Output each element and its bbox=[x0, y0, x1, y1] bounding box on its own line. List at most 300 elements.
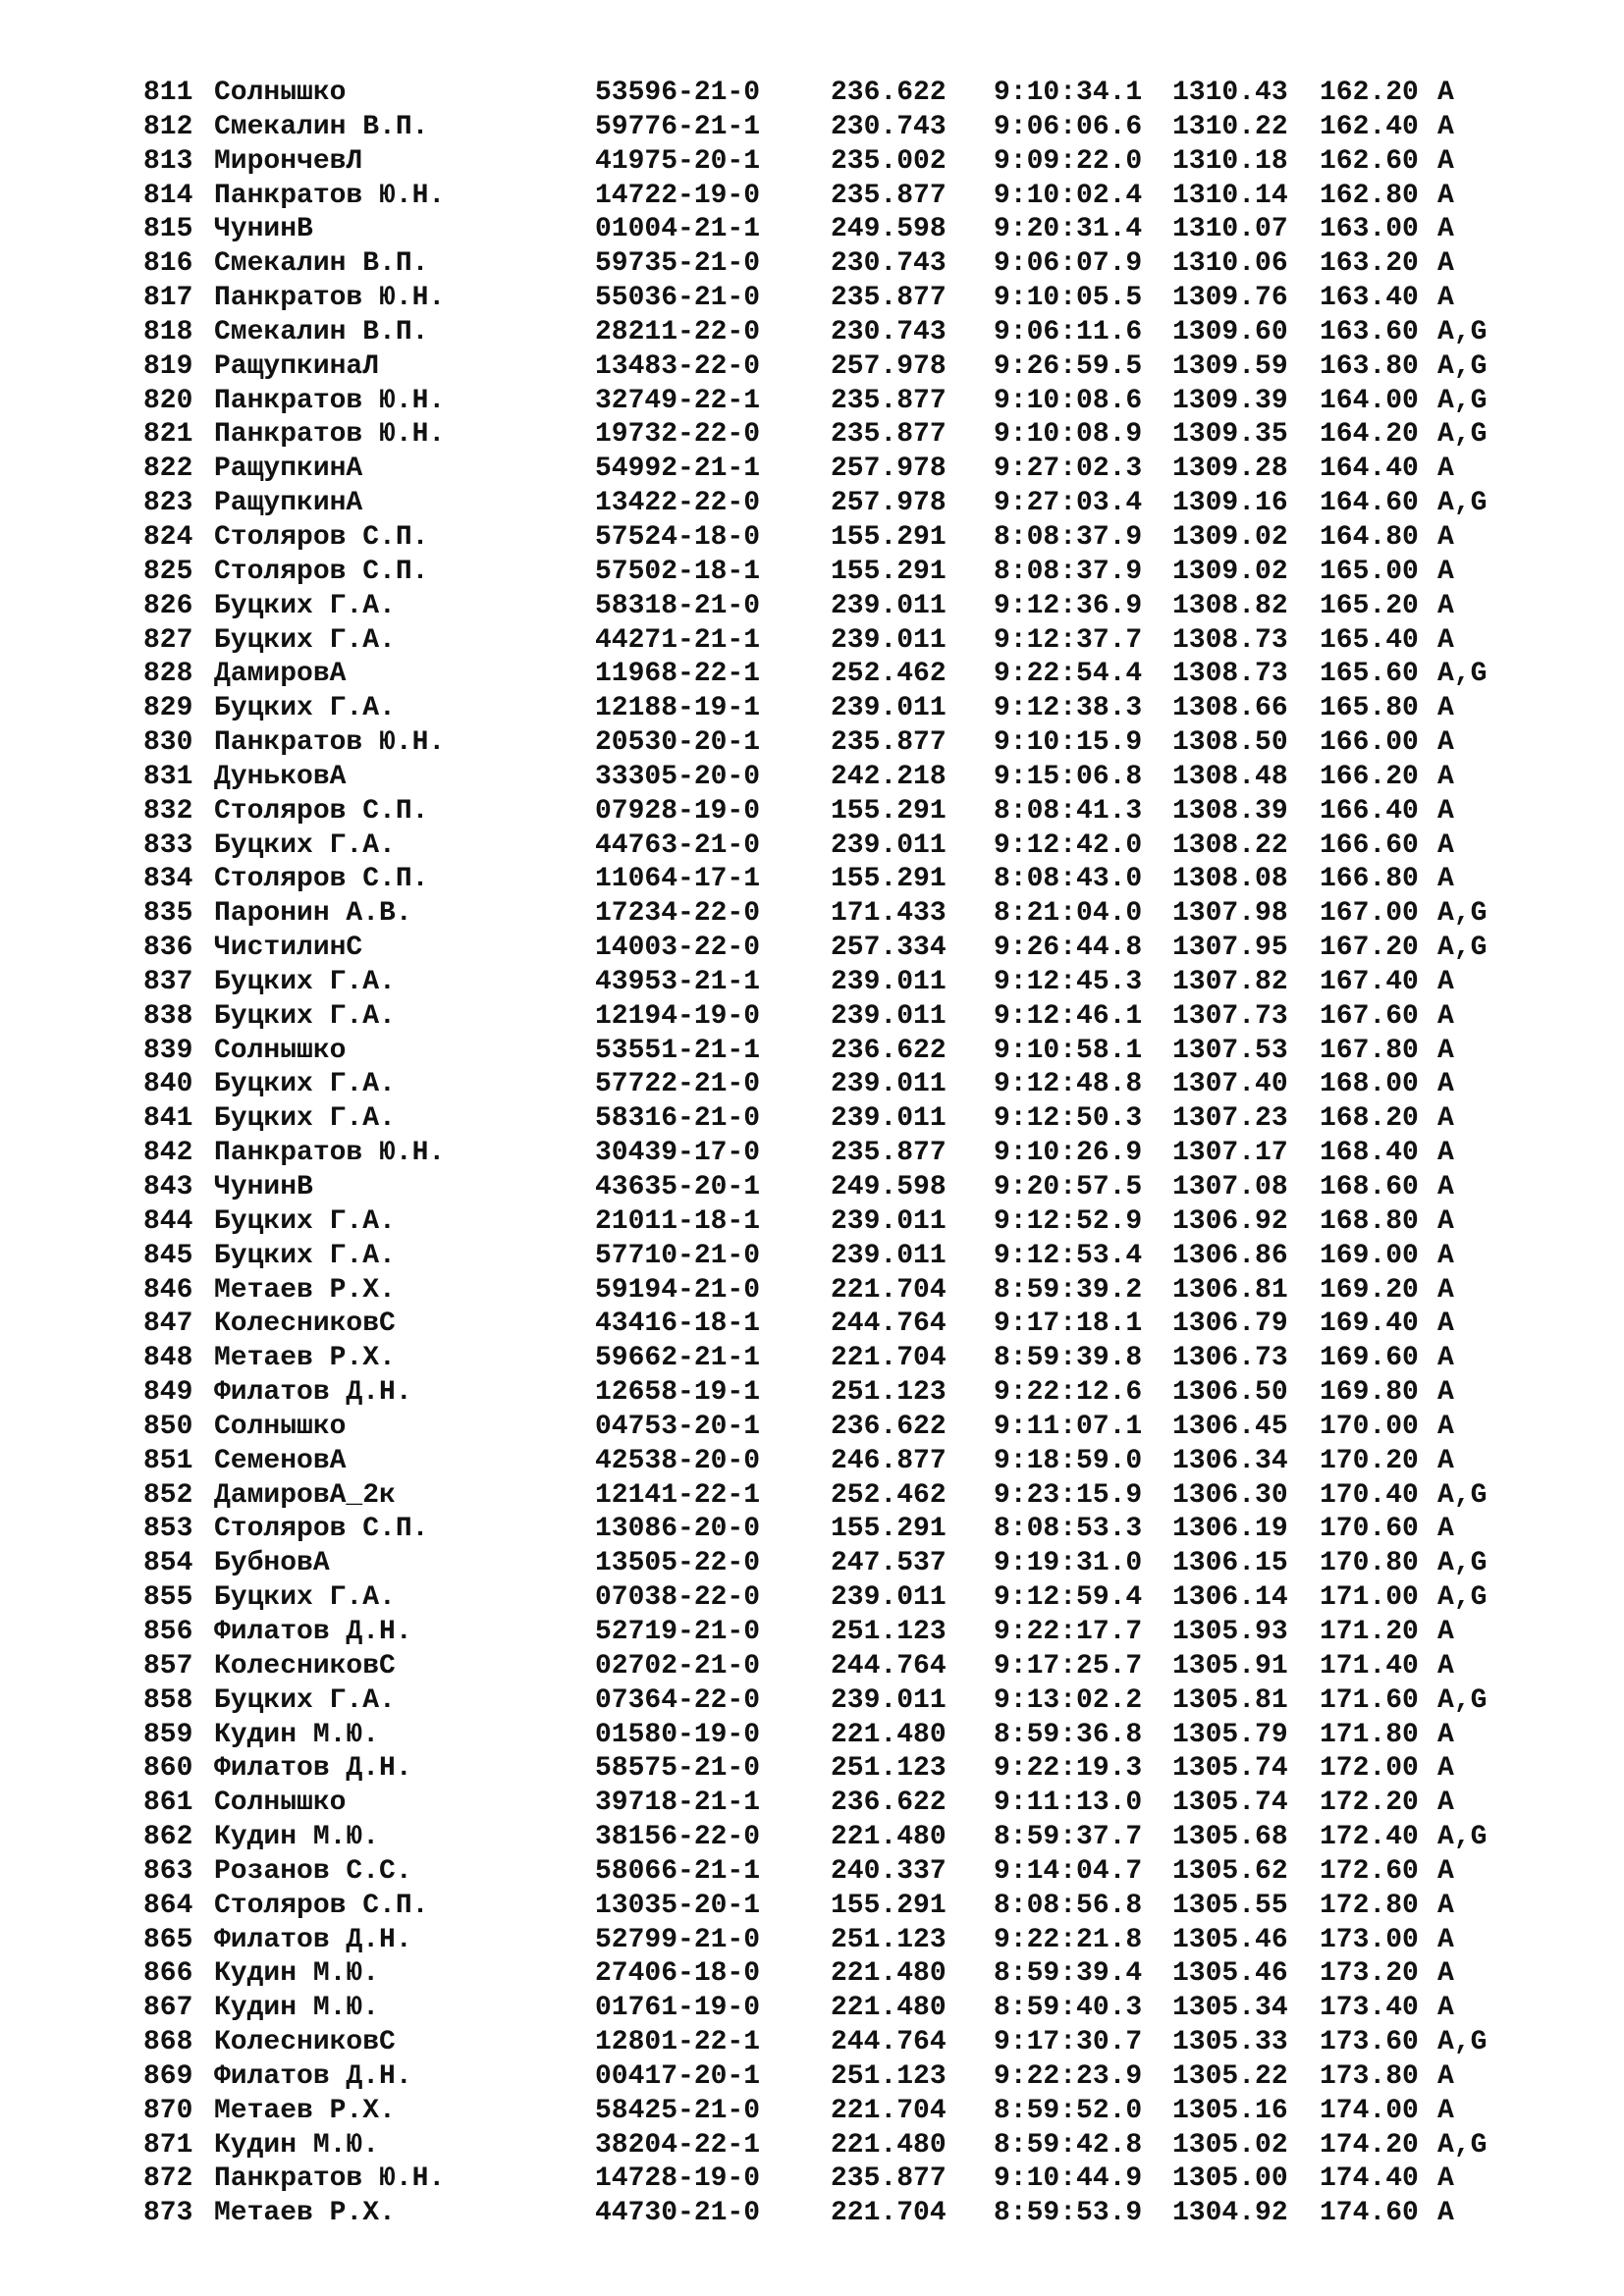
ring-code: 44730-21-0 bbox=[595, 2198, 761, 2229]
category-flag: A,G bbox=[1437, 316, 1488, 347]
ring-code: 57722-21-0 bbox=[595, 1069, 761, 1100]
participant-name: Смекалин В.П. bbox=[214, 248, 429, 280]
ring-code: 43953-21-1 bbox=[595, 966, 761, 997]
speed: 1308.66 bbox=[1172, 693, 1288, 724]
speed: 1305.81 bbox=[1172, 1684, 1288, 1716]
distance: 244.764 bbox=[831, 1308, 947, 1340]
row-number: 823 bbox=[143, 488, 193, 519]
row-number: 861 bbox=[143, 1788, 193, 1819]
distance: 251.123 bbox=[831, 1753, 947, 1785]
score: 173.40 bbox=[1320, 1993, 1419, 2024]
score: 171.40 bbox=[1320, 1650, 1419, 1682]
category-flag: A bbox=[1437, 1308, 1454, 1340]
score: 164.40 bbox=[1320, 454, 1419, 485]
row-number: 867 bbox=[143, 1993, 193, 2024]
speed: 1308.39 bbox=[1172, 795, 1288, 827]
participant-name: КолесниковС bbox=[214, 1650, 396, 1682]
score: 168.80 bbox=[1320, 1205, 1419, 1237]
distance: 252.462 bbox=[831, 659, 947, 690]
arrival-time: 9:22:21.8 bbox=[994, 1924, 1143, 1955]
ring-code: 58316-21-0 bbox=[595, 1103, 761, 1135]
speed: 1310.14 bbox=[1172, 180, 1288, 211]
category-flag: A bbox=[1437, 78, 1454, 108]
row-number: 816 bbox=[143, 248, 193, 280]
participant-name: Панкратов Ю.Н. bbox=[214, 1138, 446, 1169]
distance: 239.011 bbox=[831, 966, 947, 997]
participant-name: Розанов С.С. bbox=[214, 1855, 412, 1887]
distance: 221.704 bbox=[831, 2095, 947, 2126]
speed: 1304.92 bbox=[1172, 2198, 1288, 2229]
row-number: 812 bbox=[143, 111, 193, 142]
participant-name: Кудин М.Ю. bbox=[214, 1822, 380, 1853]
row-number: 860 bbox=[143, 1753, 193, 1785]
arrival-time: 9:27:02.3 bbox=[994, 454, 1143, 485]
row-number: 813 bbox=[143, 145, 193, 177]
score: 172.20 bbox=[1320, 1788, 1419, 1819]
arrival-time: 9:10:08.6 bbox=[994, 385, 1143, 416]
arrival-time: 8:59:39.8 bbox=[994, 1343, 1143, 1374]
ring-code: 12194-19-0 bbox=[595, 1000, 761, 1032]
row-number: 856 bbox=[143, 1616, 193, 1647]
speed: 1308.73 bbox=[1172, 624, 1288, 656]
distance: 239.011 bbox=[831, 624, 947, 656]
arrival-time: 9:10:44.9 bbox=[994, 2163, 1143, 2195]
category-flag: A bbox=[1437, 248, 1454, 280]
arrival-time: 8:59:36.8 bbox=[994, 1719, 1143, 1750]
arrival-time: 9:11:07.1 bbox=[994, 1411, 1143, 1442]
arrival-time: 8:59:39.4 bbox=[994, 1958, 1143, 1990]
distance: 236.622 bbox=[831, 78, 947, 108]
row-number: 866 bbox=[143, 1958, 193, 1990]
arrival-time: 9:22:17.7 bbox=[994, 1616, 1143, 1647]
arrival-time: 9:10:26.9 bbox=[994, 1138, 1143, 1169]
speed: 1307.73 bbox=[1172, 1000, 1288, 1032]
arrival-time: 9:12:52.9 bbox=[994, 1205, 1143, 1237]
participant-name: Буцких Г.А. bbox=[214, 1205, 396, 1237]
distance: 155.291 bbox=[831, 521, 947, 553]
arrival-time: 9:20:31.4 bbox=[994, 214, 1143, 245]
score: 174.60 bbox=[1320, 2198, 1419, 2229]
category-flag: A bbox=[1437, 283, 1454, 314]
row-number: 862 bbox=[143, 1822, 193, 1853]
speed: 1306.15 bbox=[1172, 1548, 1288, 1579]
category-flag: A bbox=[1437, 1753, 1454, 1785]
row-number: 842 bbox=[143, 1138, 193, 1169]
speed: 1306.92 bbox=[1172, 1205, 1288, 1237]
ring-code: 44763-21-0 bbox=[595, 829, 761, 861]
row-number: 817 bbox=[143, 283, 193, 314]
score: 171.80 bbox=[1320, 1719, 1419, 1750]
distance: 230.743 bbox=[831, 111, 947, 142]
ring-code: 01004-21-1 bbox=[595, 214, 761, 245]
speed: 1305.22 bbox=[1172, 2060, 1288, 2092]
score: 173.60 bbox=[1320, 2027, 1419, 2058]
category-flag: A bbox=[1437, 1616, 1454, 1647]
speed: 1305.79 bbox=[1172, 1719, 1288, 1750]
participant-name: Филатов Д.Н. bbox=[214, 1924, 412, 1955]
distance: 239.011 bbox=[831, 1205, 947, 1237]
participant-name: ДамировА_2к bbox=[214, 1479, 396, 1511]
ring-code: 00417-20-1 bbox=[595, 2060, 761, 2092]
row-number: 814 bbox=[143, 180, 193, 211]
category-flag: A bbox=[1437, 2060, 1454, 2092]
arrival-time: 9:06:06.6 bbox=[994, 111, 1143, 142]
participant-name: Панкратов Ю.Н. bbox=[214, 283, 446, 314]
arrival-time: 9:17:18.1 bbox=[994, 1308, 1143, 1340]
distance: 155.291 bbox=[831, 795, 947, 827]
speed: 1310.06 bbox=[1172, 248, 1288, 280]
score: 163.20 bbox=[1320, 248, 1419, 280]
score: 163.60 bbox=[1320, 316, 1419, 347]
category-flag: A bbox=[1437, 624, 1454, 656]
participant-name: Метаев Р.Х. bbox=[214, 2095, 396, 2126]
distance: 236.622 bbox=[831, 1035, 947, 1066]
arrival-time: 9:23:15.9 bbox=[994, 1479, 1143, 1511]
speed: 1308.73 bbox=[1172, 659, 1288, 690]
arrival-time: 9:15:06.8 bbox=[994, 761, 1143, 792]
row-number: 824 bbox=[143, 521, 193, 553]
distance: 239.011 bbox=[831, 1103, 947, 1135]
distance: 249.598 bbox=[831, 1172, 947, 1202]
row-number: 871 bbox=[143, 2129, 193, 2161]
participant-name: Панкратов Ю.Н. bbox=[214, 180, 446, 211]
category-flag: A,G bbox=[1437, 2027, 1488, 2058]
distance: 251.123 bbox=[831, 2060, 947, 2092]
participant-name: ДуньковА bbox=[214, 761, 347, 792]
score: 170.60 bbox=[1320, 1514, 1419, 1545]
score: 173.00 bbox=[1320, 1924, 1419, 1955]
category-flag: A bbox=[1437, 1138, 1454, 1169]
score: 173.80 bbox=[1320, 2060, 1419, 2092]
participant-name: Солнышко bbox=[214, 1411, 347, 1442]
row-number: 849 bbox=[143, 1377, 193, 1409]
row-number: 846 bbox=[143, 1274, 193, 1306]
arrival-time: 8:59:39.2 bbox=[994, 1274, 1143, 1306]
ring-code: 12141-22-1 bbox=[595, 1479, 761, 1511]
speed: 1308.48 bbox=[1172, 761, 1288, 792]
distance: 155.291 bbox=[831, 864, 947, 895]
row-number: 828 bbox=[143, 659, 193, 690]
category-flag: A bbox=[1437, 1069, 1454, 1100]
distance: 239.011 bbox=[831, 829, 947, 861]
arrival-time: 8:59:37.7 bbox=[994, 1822, 1143, 1853]
category-flag: A bbox=[1437, 1890, 1454, 1921]
category-flag: A bbox=[1437, 1411, 1454, 1442]
participant-name: Кудин М.Ю. bbox=[214, 1958, 380, 1990]
speed: 1310.22 bbox=[1172, 111, 1288, 142]
arrival-time: 9:12:53.4 bbox=[994, 1240, 1143, 1271]
score: 170.40 bbox=[1320, 1479, 1419, 1511]
distance: 155.291 bbox=[831, 556, 947, 587]
ring-code: 02702-21-0 bbox=[595, 1650, 761, 1682]
arrival-time: 9:22:12.6 bbox=[994, 1377, 1143, 1409]
row-number: 834 bbox=[143, 864, 193, 895]
row-number: 853 bbox=[143, 1514, 193, 1545]
ring-code: 55036-21-0 bbox=[595, 283, 761, 314]
participant-name: Смекалин В.П. bbox=[214, 111, 429, 142]
arrival-time: 9:20:57.5 bbox=[994, 1172, 1143, 1202]
ring-code: 20530-20-1 bbox=[595, 727, 761, 759]
speed: 1305.74 bbox=[1172, 1753, 1288, 1785]
participant-name: Смекалин В.П. bbox=[214, 316, 429, 347]
row-number: 818 bbox=[143, 316, 193, 347]
score: 172.80 bbox=[1320, 1890, 1419, 1921]
row-number: 835 bbox=[143, 898, 193, 930]
arrival-time: 9:10:58.1 bbox=[994, 1035, 1143, 1066]
category-flag: A bbox=[1437, 2163, 1454, 2195]
distance: 252.462 bbox=[831, 1479, 947, 1511]
row-number: 850 bbox=[143, 1411, 193, 1442]
ring-code: 13086-20-0 bbox=[595, 1514, 761, 1545]
speed: 1309.59 bbox=[1172, 350, 1288, 382]
arrival-time: 8:08:37.9 bbox=[994, 556, 1143, 587]
category-flag: A bbox=[1437, 2095, 1454, 2126]
arrival-time: 8:59:42.8 bbox=[994, 2129, 1143, 2161]
distance: 221.704 bbox=[831, 2198, 947, 2229]
participant-name: Панкратов Ю.Н. bbox=[214, 385, 446, 416]
participant-name: Столяров С.П. bbox=[214, 1890, 429, 1921]
distance: 221.480 bbox=[831, 1993, 947, 2024]
row-number: 822 bbox=[143, 454, 193, 485]
arrival-time: 9:12:46.1 bbox=[994, 1000, 1143, 1032]
distance: 171.433 bbox=[831, 898, 947, 930]
category-flag: A bbox=[1437, 1274, 1454, 1306]
row-number: 833 bbox=[143, 829, 193, 861]
speed: 1305.74 bbox=[1172, 1788, 1288, 1819]
distance: 257.978 bbox=[831, 350, 947, 382]
score: 166.00 bbox=[1320, 727, 1419, 759]
distance: 235.877 bbox=[831, 385, 947, 416]
ring-code: 38156-22-0 bbox=[595, 1822, 761, 1853]
speed: 1305.02 bbox=[1172, 2129, 1288, 2161]
participant-name: Солнышко bbox=[214, 78, 347, 108]
speed: 1305.55 bbox=[1172, 1890, 1288, 1921]
participant-name: Метаев Р.Х. bbox=[214, 1274, 396, 1306]
arrival-time: 8:59:52.0 bbox=[994, 2095, 1143, 2126]
score: 171.00 bbox=[1320, 1582, 1419, 1614]
category-flag: A bbox=[1437, 1719, 1454, 1750]
distance: 239.011 bbox=[831, 1582, 947, 1614]
score: 167.00 bbox=[1320, 898, 1419, 930]
category-flag: A bbox=[1437, 1377, 1454, 1409]
speed: 1309.35 bbox=[1172, 419, 1288, 451]
ring-code: 12658-19-1 bbox=[595, 1377, 761, 1409]
ring-code: 11968-22-1 bbox=[595, 659, 761, 690]
speed: 1307.95 bbox=[1172, 933, 1288, 964]
row-number: 869 bbox=[143, 2060, 193, 2092]
participant-name: Столяров С.П. bbox=[214, 556, 429, 587]
speed: 1309.02 bbox=[1172, 556, 1288, 587]
arrival-time: 9:17:25.7 bbox=[994, 1650, 1143, 1682]
arrival-time: 9:26:59.5 bbox=[994, 350, 1143, 382]
row-number: 815 bbox=[143, 214, 193, 245]
score: 168.40 bbox=[1320, 1138, 1419, 1169]
arrival-time: 9:12:50.3 bbox=[994, 1103, 1143, 1135]
score: 166.80 bbox=[1320, 864, 1419, 895]
row-number: 819 bbox=[143, 350, 193, 382]
row-number: 811 bbox=[143, 78, 193, 108]
ring-code: 21011-18-1 bbox=[595, 1205, 761, 1237]
score: 167.80 bbox=[1320, 1035, 1419, 1066]
ring-code: 57502-18-1 bbox=[595, 556, 761, 587]
row-number: 821 bbox=[143, 419, 193, 451]
distance: 239.011 bbox=[831, 590, 947, 621]
category-flag: A,G bbox=[1437, 488, 1488, 519]
participant-name: СеменовА bbox=[214, 1445, 347, 1476]
row-number: 865 bbox=[143, 1924, 193, 1955]
speed: 1309.28 bbox=[1172, 454, 1288, 485]
participant-name: КолесниковС bbox=[214, 2027, 396, 2058]
ring-code: 59662-21-1 bbox=[595, 1343, 761, 1374]
score: 163.00 bbox=[1320, 214, 1419, 245]
participant-name: РащупкинА bbox=[214, 454, 363, 485]
category-flag: A bbox=[1437, 693, 1454, 724]
distance: 240.337 bbox=[831, 1855, 947, 1887]
distance: 239.011 bbox=[831, 1069, 947, 1100]
category-flag: A,G bbox=[1437, 1548, 1488, 1579]
category-flag: A,G bbox=[1437, 2129, 1488, 2161]
arrival-time: 9:12:36.9 bbox=[994, 590, 1143, 621]
arrival-time: 8:21:04.0 bbox=[994, 898, 1143, 930]
score: 170.80 bbox=[1320, 1548, 1419, 1579]
ring-code: 13422-22-0 bbox=[595, 488, 761, 519]
row-number: 868 bbox=[143, 2027, 193, 2058]
category-flag: A bbox=[1437, 1172, 1454, 1202]
speed: 1305.34 bbox=[1172, 1993, 1288, 2024]
speed: 1310.43 bbox=[1172, 78, 1288, 108]
ring-code: 57524-18-0 bbox=[595, 521, 761, 553]
ring-code: 28211-22-0 bbox=[595, 316, 761, 347]
category-flag: A bbox=[1437, 180, 1454, 211]
ring-code: 52719-21-0 bbox=[595, 1616, 761, 1647]
score: 172.00 bbox=[1320, 1753, 1419, 1785]
ring-code: 14728-19-0 bbox=[595, 2163, 761, 2195]
participant-name: БубновА bbox=[214, 1548, 330, 1579]
row-number: 845 bbox=[143, 1240, 193, 1271]
ring-code: 04753-20-1 bbox=[595, 1411, 761, 1442]
ring-code: 07038-22-0 bbox=[595, 1582, 761, 1614]
row-number: 831 bbox=[143, 761, 193, 792]
ring-code: 52799-21-0 bbox=[595, 1924, 761, 1955]
speed: 1309.76 bbox=[1172, 283, 1288, 314]
score: 167.20 bbox=[1320, 933, 1419, 964]
speed: 1310.07 bbox=[1172, 214, 1288, 245]
speed: 1306.14 bbox=[1172, 1582, 1288, 1614]
participant-name: Буцких Г.А. bbox=[214, 1684, 396, 1716]
speed: 1305.46 bbox=[1172, 1958, 1288, 1990]
score: 174.20 bbox=[1320, 2129, 1419, 2161]
arrival-time: 9:10:15.9 bbox=[994, 727, 1143, 759]
arrival-time: 9:12:59.4 bbox=[994, 1582, 1143, 1614]
arrival-time: 9:22:54.4 bbox=[994, 659, 1143, 690]
score: 164.00 bbox=[1320, 385, 1419, 416]
category-flag: A bbox=[1437, 1000, 1454, 1032]
score: 169.60 bbox=[1320, 1343, 1419, 1374]
category-flag: A,G bbox=[1437, 350, 1488, 382]
speed: 1306.73 bbox=[1172, 1343, 1288, 1374]
category-flag: A bbox=[1437, 829, 1454, 861]
category-flag: A,G bbox=[1437, 933, 1488, 964]
distance: 244.764 bbox=[831, 2027, 947, 2058]
speed: 1307.40 bbox=[1172, 1069, 1288, 1100]
row-number: 848 bbox=[143, 1343, 193, 1374]
score: 162.20 bbox=[1320, 78, 1419, 108]
category-flag: A bbox=[1437, 1445, 1454, 1476]
ring-code: 01761-19-0 bbox=[595, 1993, 761, 2024]
speed: 1308.08 bbox=[1172, 864, 1288, 895]
category-flag: A bbox=[1437, 521, 1454, 553]
distance: 247.537 bbox=[831, 1548, 947, 1579]
distance: 251.123 bbox=[831, 1616, 947, 1647]
ring-code: 53551-21-1 bbox=[595, 1035, 761, 1066]
participant-name: Метаев Р.Х. bbox=[214, 2198, 396, 2229]
ring-code: 41975-20-1 bbox=[595, 145, 761, 177]
arrival-time: 9:22:23.9 bbox=[994, 2060, 1143, 2092]
speed: 1305.91 bbox=[1172, 1650, 1288, 1682]
distance: 236.622 bbox=[831, 1411, 947, 1442]
participant-name: Буцких Г.А. bbox=[214, 1240, 396, 1271]
ring-code: 14003-22-0 bbox=[595, 933, 761, 964]
distance: 257.978 bbox=[831, 454, 947, 485]
row-number: 857 bbox=[143, 1650, 193, 1682]
category-flag: A bbox=[1437, 1958, 1454, 1990]
ring-code: 33305-20-0 bbox=[595, 761, 761, 792]
ring-code: 27406-18-0 bbox=[595, 1958, 761, 1990]
speed: 1309.02 bbox=[1172, 521, 1288, 553]
participant-name: Панкратов Ю.Н. bbox=[214, 419, 446, 451]
score: 169.40 bbox=[1320, 1308, 1419, 1340]
category-flag: A,G bbox=[1437, 1822, 1488, 1853]
distance: 249.598 bbox=[831, 214, 947, 245]
arrival-time: 9:06:07.9 bbox=[994, 248, 1143, 280]
row-number: 826 bbox=[143, 590, 193, 621]
ring-code: 44271-21-1 bbox=[595, 624, 761, 656]
ring-code: 39718-21-1 bbox=[595, 1788, 761, 1819]
ring-code: 43416-18-1 bbox=[595, 1308, 761, 1340]
distance: 239.011 bbox=[831, 1000, 947, 1032]
category-flag: A bbox=[1437, 2198, 1454, 2229]
row-number: 854 bbox=[143, 1548, 193, 1579]
category-flag: A,G bbox=[1437, 1479, 1488, 1511]
score: 168.20 bbox=[1320, 1103, 1419, 1135]
distance: 221.704 bbox=[831, 1343, 947, 1374]
distance: 155.291 bbox=[831, 1890, 947, 1921]
score: 168.00 bbox=[1320, 1069, 1419, 1100]
ring-code: 42538-20-0 bbox=[595, 1445, 761, 1476]
category-flag: A bbox=[1437, 966, 1454, 997]
speed: 1307.53 bbox=[1172, 1035, 1288, 1066]
distance: 246.877 bbox=[831, 1445, 947, 1476]
score: 163.80 bbox=[1320, 350, 1419, 382]
distance: 239.011 bbox=[831, 693, 947, 724]
participant-name: Буцких Г.А. bbox=[214, 624, 396, 656]
category-flag: A,G bbox=[1437, 898, 1488, 930]
distance: 236.622 bbox=[831, 1788, 947, 1819]
arrival-time: 8:59:40.3 bbox=[994, 1993, 1143, 2024]
ring-code: 58425-21-0 bbox=[595, 2095, 761, 2126]
ring-code: 59194-21-0 bbox=[595, 1274, 761, 1306]
arrival-time: 8:59:53.9 bbox=[994, 2198, 1143, 2229]
score: 162.60 bbox=[1320, 145, 1419, 177]
row-number: 837 bbox=[143, 966, 193, 997]
arrival-time: 9:27:03.4 bbox=[994, 488, 1143, 519]
participant-name: ЧистилинС bbox=[214, 933, 363, 964]
ring-code: 14722-19-0 bbox=[595, 180, 761, 211]
speed: 1307.82 bbox=[1172, 966, 1288, 997]
score: 171.20 bbox=[1320, 1616, 1419, 1647]
score: 165.20 bbox=[1320, 590, 1419, 621]
score: 169.20 bbox=[1320, 1274, 1419, 1306]
